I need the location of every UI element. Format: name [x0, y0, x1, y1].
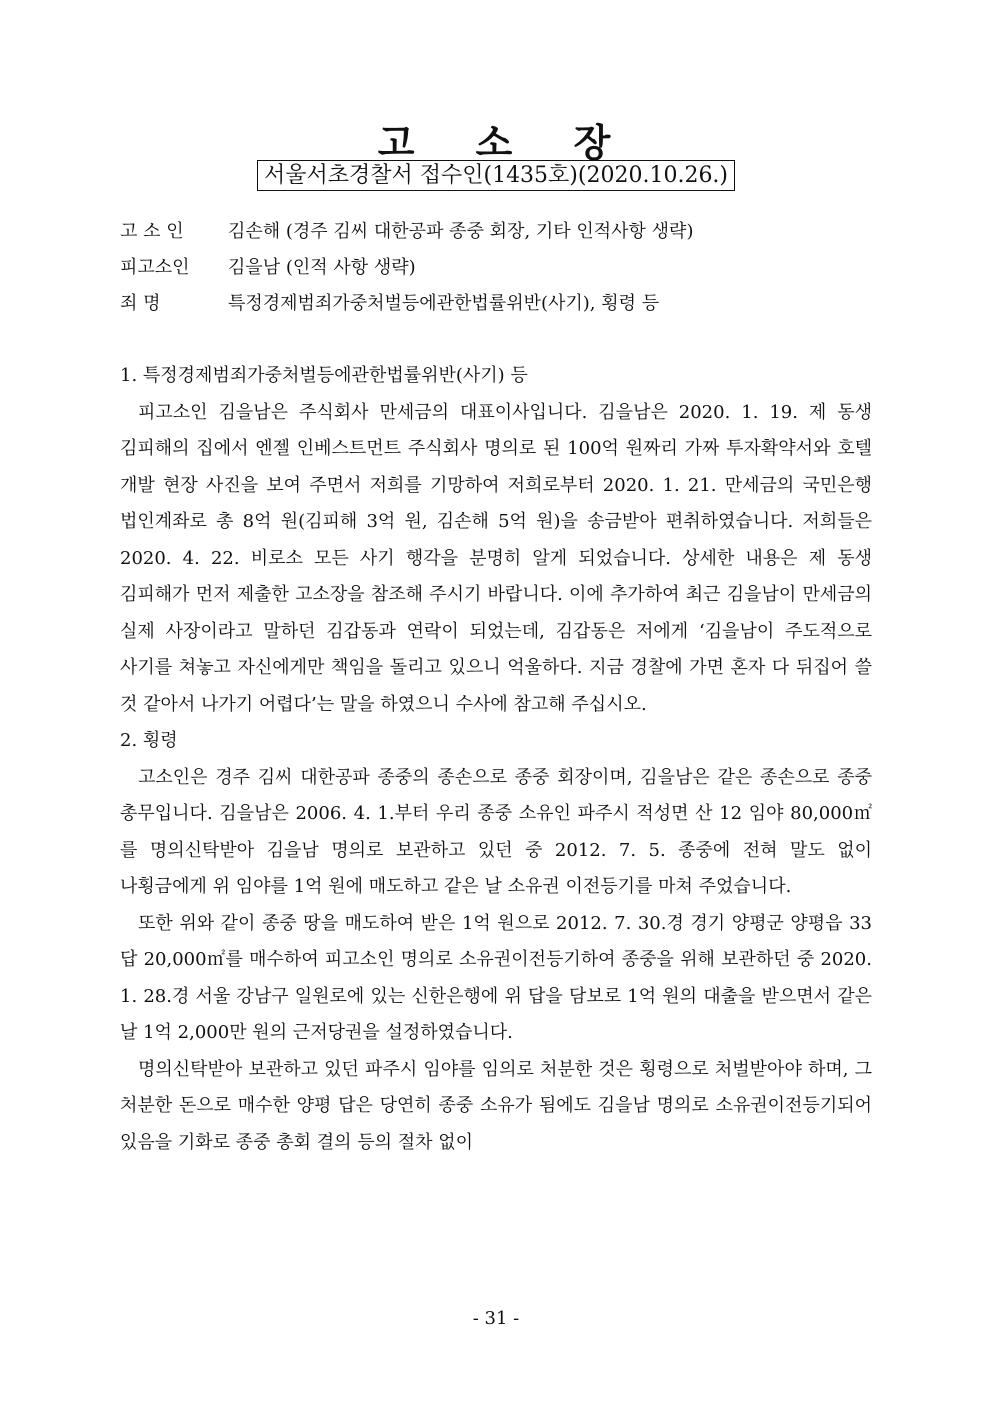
section-heading-fraud: 1. 특정경제범죄가중처벌등에관한법률위반(사기) 등	[120, 365, 528, 386]
party-row-complainant	[120, 214, 880, 250]
receipt-stamp: 서울서초경찰서 접수인(1435호)(2020.10.26.)	[257, 160, 735, 191]
party-value: 특정경제범죄가중처벌등에관한법률위반(사기), 횡령 등	[228, 293, 660, 314]
party-value: 김손해 (경주 김씨 대한공파 종중 회장, 기타 인적사항 생략)	[228, 221, 694, 242]
paragraph-embezzlement-3: 명의신탁받아 보관하고 있던 파주시 임야를 임의로 처분한 것은 횡령으로 처벌받아야 하며, 그 처분한 돈으로 매수한 양평 답은 당연히 종중 소유가 됨에도 김을남 명의로 소유권이전등기되어 있음을 기화로 종중 총회 결의 등의 절차 없이	[120, 1058, 872, 1153]
page-number: - 31 -	[472, 1308, 520, 1329]
party-value: 김을남 (인적 사항 생략)	[228, 257, 416, 278]
party-label: 피고소인	[120, 257, 190, 278]
section-heading-embezzlement: 2. 횡령	[120, 730, 178, 751]
document-body	[120, 358, 872, 1161]
paragraph-embezzlement-2: 또한 위와 같이 종중 땅을 매도하여 받은 1억 원으로 2012. 7. 30.경 경기 양평군 양평읍 33 답 20,000㎡를 매수하여 피고소인 명의로 소유권이전등기하여 종중을 위해 보관하던 중 2020. 1. 28.경 서울 강남구 일원로에 있는 신한은행에 위 답을 담보로 1억 원의 대출을 받으면서 같은 날 1억 2,000만 원의 근저당권을 설정하였습니다.	[120, 912, 872, 1043]
party-label: 고 소 인	[120, 221, 184, 242]
parties-block	[120, 214, 880, 322]
paragraph-embezzlement-1: 고소인은 경주 김씨 대한공파 종중의 종손으로 종중 회장이며, 김을남은 같은 종손으로 종중 총무입니다. 김을남은 2006. 4. 1.부터 우리 종중 소유인 파주시 적성면 산 12 임야 80,000㎡를 명의신탁받아 김을남 명의로 보관하고 있던 중 2012. 7. 5. 종중에 전혀 말도 없이 나횡금에게 위 임야를 1억 원에 매도하고 같은 날 소유권 이전등기를 마쳐 주었습니다.	[120, 766, 872, 897]
document-title: 고 소 장	[377, 120, 615, 165]
paragraph-fraud: 피고소인 김을남은 주식회사 만세금의 대표이사입니다. 김을남은 2020. 1. 19. 제 동생 김피해의 집에서 엔젤 인베스트먼트 주식회사 명의로 된 100억 원짜리 가짜 투자확약서와 호텔 개발 현장 사진을 보여 주면서 저희를 기망하여 저희로부터 2020. 1. 21. 만세금의 국민은행 법인계좌로 총 8억 원(김피해 3억 원, 김손해 5억 원)을 송금받아 편취하였습니다. 저희들은 2020. 4. 22. 비로소 모든 사기 행각을 분명히 알게 되었습니다. 상세한 내용은 제 동생 김피해가 먼저 제출한 고소장을 참조해 주시기 바랍니다. 이에 추가하여 최근 김을남이 만세금의 실제 사장이라고 말하던 김갑동과 연락이 되었는데, 김갑동은 저에게 ‘김을남이 주도적으로 사기를 쳐놓고 자신에게만 책임을 돌리고 있으니 억울하다. 지금 경찰에 가면 혼자 다 뒤집어 쓸 것 같아서 나가기 어렵다’는 말을 하였으니 수사에 참고해 주십시오.	[120, 401, 872, 715]
party-row-accused	[120, 250, 880, 286]
receipt-stamp-container	[0, 160, 992, 191]
party-label: 죄 명	[120, 293, 161, 314]
party-row-charge	[120, 286, 880, 322]
